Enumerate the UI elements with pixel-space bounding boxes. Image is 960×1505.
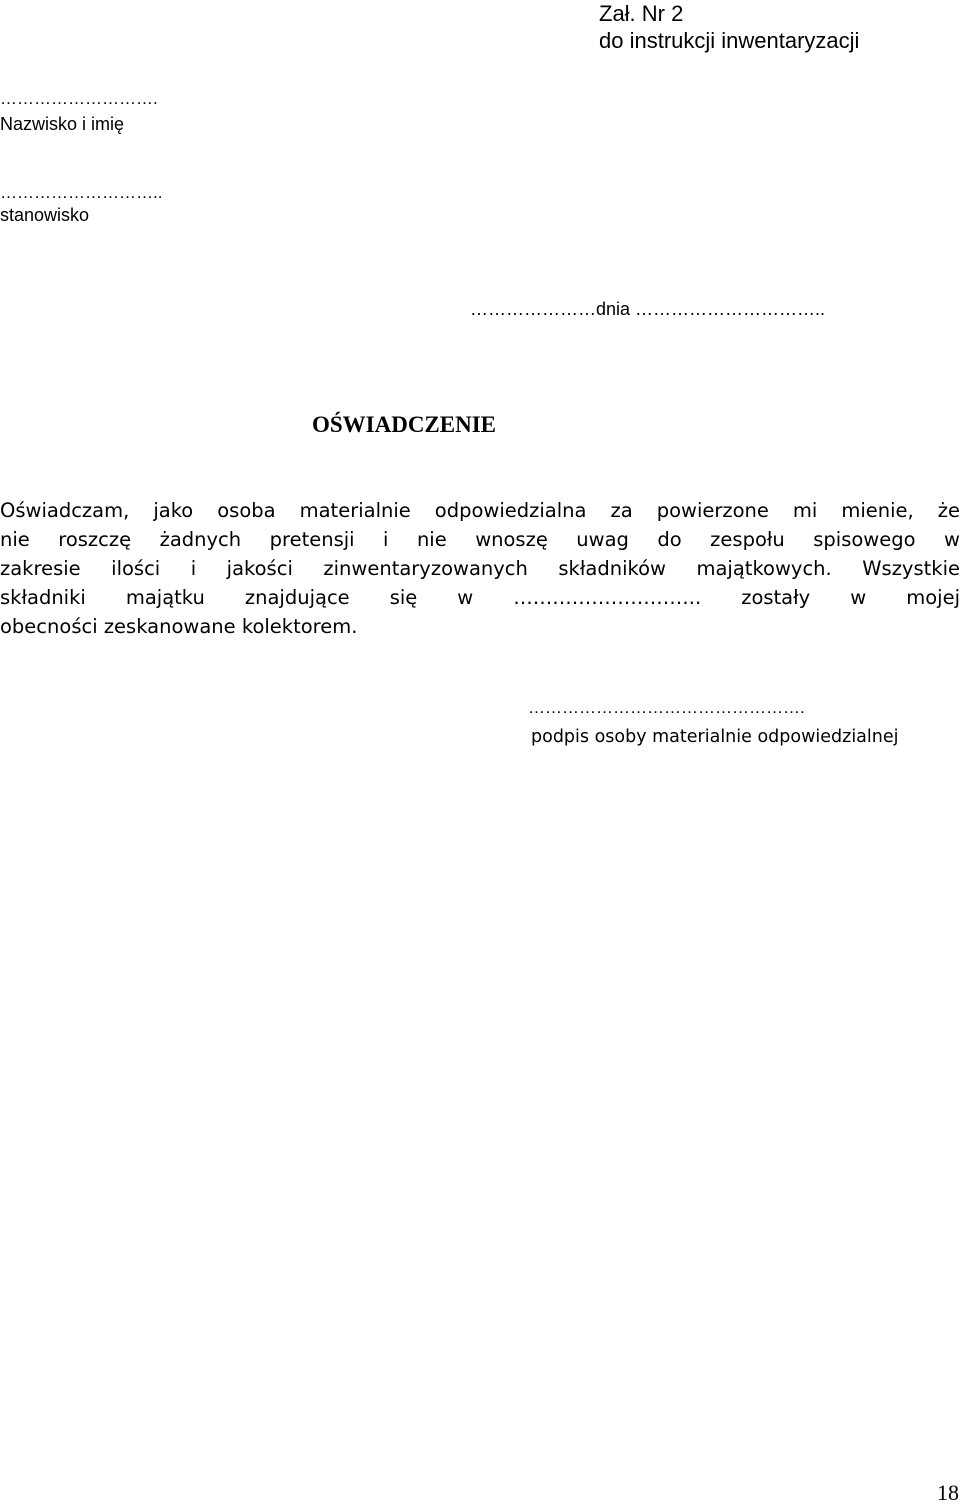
- signature-fill-line: ………………………………………….: [528, 698, 805, 717]
- document-title: OŚWIADCZENIE: [311, 412, 497, 437]
- page-number: 18: [937, 1480, 959, 1505]
- position-fill-line: ………………………..: [0, 183, 163, 202]
- position-label: stanowisko: [0, 205, 90, 225]
- signature-label: podpis osoby materialnie odpowiedzialnej: [531, 727, 899, 747]
- date-fill-line: …………………dnia …………………………..: [470, 299, 826, 319]
- statement-line: składniki majątku znajdujące się w ……………………….. zostały w mojej: [0, 586, 960, 609]
- statement-paragraph: [0, 496, 960, 641]
- name-label: Nazwisko i imię: [0, 114, 125, 134]
- statement-line: nie roszczę żadnych pretensji i nie wnoszę uwag do zespołu spisowego w: [0, 528, 960, 551]
- annex-number: Zał. Nr 2: [599, 1, 684, 26]
- name-fill-line: ……………………….: [0, 89, 158, 108]
- annex-reference: do instrukcji inwentaryzacji: [599, 28, 860, 53]
- statement-line: obecności zeskanowane kolektorem.: [0, 615, 358, 638]
- statement-line: Oświadczam, jako osoba materialnie odpowiedzialna za powierzone mi mienie, że: [0, 499, 960, 522]
- statement-line: zakresie ilości i jakości zinwentaryzowanych składników majątkowych. Wszystkie: [0, 557, 960, 580]
